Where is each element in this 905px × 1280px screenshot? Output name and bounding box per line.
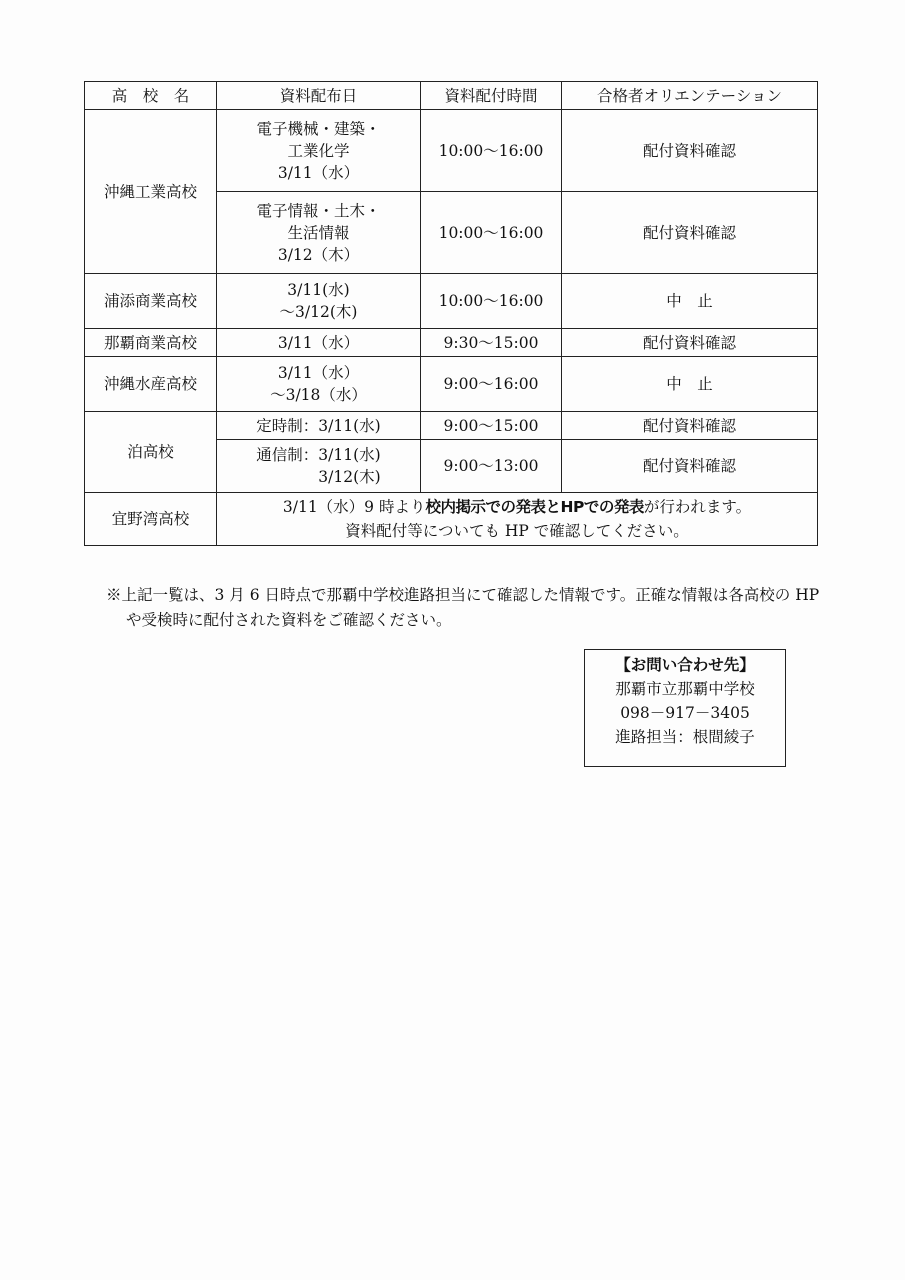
notice-line-1 — [221, 495, 813, 519]
notice-emphasis-1: 校内掲示での発表と — [425, 497, 561, 516]
orientation-status: 配付資料確認 — [562, 192, 818, 274]
distribution-date: 電子情報・土木・ 生活情報 3/12（木） — [217, 192, 421, 274]
orientation-status: 配付資料確認 — [562, 329, 818, 357]
distribution-time: 9:00～13:00 — [421, 440, 562, 493]
school-name: 那覇商業高校 — [85, 329, 217, 357]
school-name: 浦添商業高校 — [85, 274, 217, 329]
orientation-status: 中 止 — [562, 357, 818, 412]
footnote: ※上記一覧は、3 月 6 日時点で那覇中学校進路担当にて確認した情報です。正確な情報は各高校の HP や受検時に配付された資料をご確認ください。 — [106, 586, 820, 629]
table-row — [85, 110, 818, 192]
distribution-schedule-table — [84, 81, 818, 546]
header-distribution-date: 資料配布日 — [217, 82, 421, 110]
notice-suffix: が行われます。 — [643, 497, 752, 516]
orientation-status: 中 止 — [562, 274, 818, 329]
contact-phone: 098－917－3405 — [620, 704, 750, 723]
contact-organization: 那覇市立那覇中学校 — [615, 680, 755, 699]
table-row — [85, 357, 818, 412]
distribution-date: 定時制：3/11(水) — [217, 412, 421, 440]
distribution-date: 3/11（水） ～3/18（水） — [217, 357, 421, 412]
notice-emphasis-hp: HP — [560, 497, 584, 516]
header-orientation: 合格者オリエンテーション — [562, 82, 818, 110]
notice-emphasis-2: での発表 — [583, 497, 644, 516]
distribution-time: 9:00～15:00 — [421, 412, 562, 440]
table-row — [85, 329, 818, 357]
school-name: 泊高校 — [85, 412, 217, 493]
distribution-date: 3/11(水) ～3/12(木) — [217, 274, 421, 329]
distribution-time: 10:00～16:00 — [421, 110, 562, 192]
orientation-status: 配付資料確認 — [562, 412, 818, 440]
table-row — [85, 274, 818, 329]
distribution-date: 通信制：3/11(水) 3/12(木) — [217, 440, 421, 493]
distribution-date: 3/11（水） — [217, 329, 421, 357]
distribution-time: 9:30～15:00 — [421, 329, 562, 357]
notice-prefix: 3/11（水）9 時より — [282, 497, 426, 516]
school-name: 沖縄水産高校 — [85, 357, 217, 412]
contact-person: 進路担当：根間綾子 — [615, 728, 755, 747]
school-name: 宜野湾高校 — [85, 493, 217, 546]
distribution-time: 10:00～16:00 — [421, 274, 562, 329]
table-row — [85, 412, 818, 440]
table-row — [85, 493, 818, 546]
school-name: 沖縄工業高校 — [85, 110, 217, 274]
distribution-time: 9:00～16:00 — [421, 357, 562, 412]
orientation-status: 配付資料確認 — [562, 440, 818, 493]
contact-box — [584, 649, 786, 767]
contact-title: 【お問い合わせ先】 — [615, 655, 755, 674]
header-school: 高 校 名 — [85, 82, 217, 110]
ginowan-notice — [217, 493, 818, 546]
header-distribution-time: 資料配付時間 — [421, 82, 562, 110]
notice-line-2: 資料配付等についても HP で確認してください。 — [345, 522, 689, 540]
distribution-date: 電子機械・建築・ 工業化学 3/11（水） — [217, 110, 421, 192]
orientation-status: 配付資料確認 — [562, 110, 818, 192]
table-header-row — [85, 82, 818, 110]
distribution-time: 10:00～16:00 — [421, 192, 562, 274]
